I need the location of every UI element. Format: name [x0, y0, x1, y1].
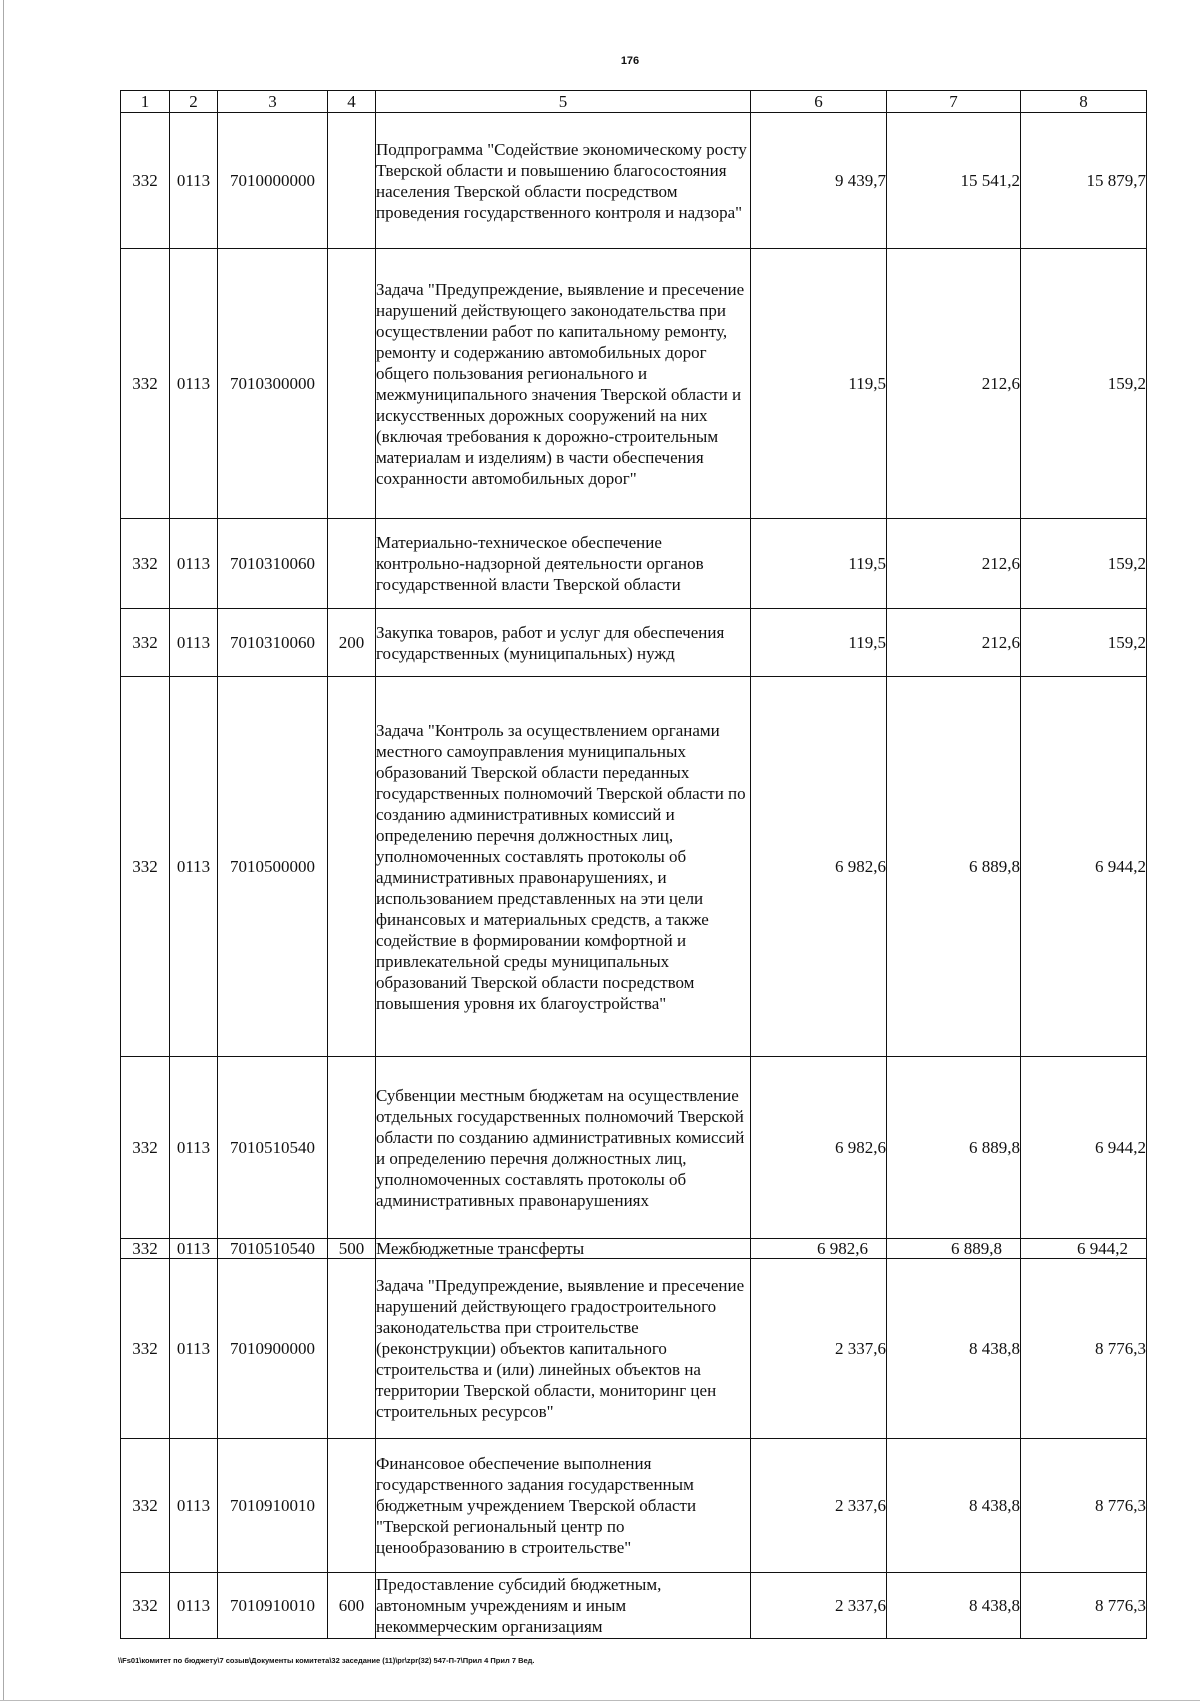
cell-section-code: 0113	[170, 519, 218, 609]
cell-target-article: 7010510540	[218, 1239, 328, 1259]
cell-description: Задача "Контроль за осуществлением органами местного самоуправления муниципальных образований Тверской области переданных государственных полномочий Тверской области по созданию административных комиссий и определению перечня должностных лиц, уполномоченных составлять протоколы об административных правонарушениях, и использованием представленных на эти цели финансовых и материальных средств, а также содействие в формировании комфортной и привлекательной среды муниципальных образований Тверской области посредством повышения уровня их благоустройства"	[376, 677, 751, 1057]
cell-expense-type	[328, 1259, 376, 1439]
cell-ministry-code: 332	[121, 677, 170, 1057]
cell-value-col7: 6 889,8	[887, 677, 1021, 1057]
cell-value-col6: 9 439,7	[751, 113, 887, 249]
cell-description: Межбюджетные трансферты	[376, 1239, 751, 1259]
cell-target-article: 7010910010	[218, 1439, 328, 1573]
header-col-3: 3	[218, 91, 328, 113]
cell-value-col7: 212,6	[887, 249, 1021, 519]
cell-expense-type	[328, 519, 376, 609]
cell-ministry-code: 332	[121, 1439, 170, 1573]
table-row	[121, 1057, 1147, 1239]
table-row	[121, 1239, 1147, 1259]
cell-expense-type	[328, 1057, 376, 1239]
cell-ministry-code: 332	[121, 519, 170, 609]
cell-expense-type	[328, 113, 376, 249]
cell-ministry-code: 332	[121, 249, 170, 519]
header-col-5: 5	[376, 91, 751, 113]
cell-expense-type: 200	[328, 609, 376, 677]
cell-value-col6: 6 982,6	[751, 1239, 887, 1259]
cell-value-col6: 6 982,6	[751, 677, 887, 1057]
cell-value-col7: 6 889,8	[887, 1239, 1021, 1259]
cell-ministry-code: 332	[121, 1259, 170, 1439]
cell-section-code: 0113	[170, 609, 218, 677]
cell-description: Задача "Предупреждение, выявление и пресечение нарушений действующего законодательства при осуществлении работ по капитальному ремонту, ремонту и содержанию автомобильных дорог общего пользования регионального и межмуниципального значения Тверской области и искусственных дорожных сооружений на них (включая требования к дорожно-строительным материалам и изделиям) в части обеспечения сохранности автомобильных дорог"	[376, 249, 751, 519]
table-row	[121, 1439, 1147, 1573]
cell-target-article: 7010900000	[218, 1259, 328, 1439]
cell-value-col8: 15 879,7	[1021, 113, 1147, 249]
cell-description: Субвенции местным бюджетам на осуществление отдельных государственных полномочий Тверской области по созданию административных комиссий и определению перечня должностных лиц, уполномоченных составлять протоколы об административных правонарушениях	[376, 1057, 751, 1239]
cell-value-col7: 8 438,8	[887, 1259, 1021, 1439]
cell-ministry-code: 332	[121, 1573, 170, 1639]
cell-ministry-code: 332	[121, 113, 170, 249]
cell-section-code: 0113	[170, 113, 218, 249]
header-col-1: 1	[121, 91, 170, 113]
cell-expense-type: 500	[328, 1239, 376, 1259]
cell-value-col8: 159,2	[1021, 519, 1147, 609]
cell-description: Подпрограмма "Содействие экономическому росту Тверской области и повышению благосостояния населения Тверской области посредством проведения государственного контроля и надзора"	[376, 113, 751, 249]
cell-section-code: 0113	[170, 1057, 218, 1239]
cell-target-article: 7010310060	[218, 609, 328, 677]
budget-table	[120, 90, 1147, 1639]
cell-value-col6: 2 337,6	[751, 1259, 887, 1439]
cell-value-col6: 6 982,6	[751, 1057, 887, 1239]
cell-section-code: 0113	[170, 1259, 218, 1439]
table-row	[121, 519, 1147, 609]
header-col-4: 4	[328, 91, 376, 113]
header-row	[121, 91, 1147, 113]
cell-ministry-code: 332	[121, 1057, 170, 1239]
cell-expense-type	[328, 677, 376, 1057]
cell-value-col7: 8 438,8	[887, 1573, 1021, 1639]
cell-expense-type	[328, 249, 376, 519]
header-col-8: 8	[1021, 91, 1147, 113]
cell-value-col8: 8 776,3	[1021, 1259, 1147, 1439]
cell-description: Задача "Предупреждение, выявление и пресечение нарушений действующего градостроительного законодательства при строительстве (реконструкции) объектов капитального строительства и (или) линейных объектов на территории Тверской области, мониторинг цен строительных ресурсов"	[376, 1259, 751, 1439]
header-col-7: 7	[887, 91, 1021, 113]
cell-value-col6: 119,5	[751, 249, 887, 519]
cell-ministry-code: 332	[121, 1239, 170, 1259]
header-col-6: 6	[751, 91, 887, 113]
cell-value-col8: 6 944,2	[1021, 677, 1147, 1057]
cell-target-article: 7010300000	[218, 249, 328, 519]
cell-description: Финансовое обеспечение выполнения государственного задания государственным бюджетным учреждением Тверской области "Тверской региональный центр по ценообразованию в строительстве"	[376, 1439, 751, 1573]
cell-value-col7: 212,6	[887, 519, 1021, 609]
table-row	[121, 677, 1147, 1057]
cell-expense-type	[328, 1439, 376, 1573]
cell-value-col8: 6 944,2	[1021, 1239, 1147, 1259]
cell-description: Закупка товаров, работ и услуг для обеспечения государственных (муниципальных) нужд	[376, 609, 751, 677]
cell-section-code: 0113	[170, 1439, 218, 1573]
cell-value-col6: 119,5	[751, 519, 887, 609]
cell-description: Материально-техническое обеспечение контрольно-надзорной деятельности органов государственной власти Тверской области	[376, 519, 751, 609]
cell-expense-type: 600	[328, 1573, 376, 1639]
cell-section-code: 0113	[170, 677, 218, 1057]
table-row	[121, 1259, 1147, 1439]
cell-value-col8: 8 776,3	[1021, 1573, 1147, 1639]
cell-description: Предоставление субсидий бюджетным, автономным учреждениям и иным некоммерческим организациям	[376, 1573, 751, 1639]
cell-value-col7: 15 541,2	[887, 113, 1021, 249]
cell-value-col8: 159,2	[1021, 249, 1147, 519]
scan-edge-line	[3, 0, 4, 1701]
cell-target-article: 7010500000	[218, 677, 328, 1057]
header-col-2: 2	[170, 91, 218, 113]
cell-value-col7: 8 438,8	[887, 1439, 1021, 1573]
table-row	[121, 249, 1147, 519]
cell-value-col6: 2 337,6	[751, 1573, 887, 1639]
cell-target-article: 7010000000	[218, 113, 328, 249]
table-row	[121, 113, 1147, 249]
cell-section-code: 0113	[170, 1239, 218, 1259]
cell-section-code: 0113	[170, 249, 218, 519]
cell-section-code: 0113	[170, 1573, 218, 1639]
cell-value-col8: 6 944,2	[1021, 1057, 1147, 1239]
table-row	[121, 1573, 1147, 1639]
cell-target-article: 7010310060	[218, 519, 328, 609]
cell-target-article: 7010910010	[218, 1573, 328, 1639]
cell-ministry-code: 332	[121, 609, 170, 677]
cell-value-col8: 8 776,3	[1021, 1439, 1147, 1573]
cell-value-col6: 2 337,6	[751, 1439, 887, 1573]
cell-value-col6: 119,5	[751, 609, 887, 677]
cell-value-col7: 212,6	[887, 609, 1021, 677]
table-row	[121, 609, 1147, 677]
cell-value-col7: 6 889,8	[887, 1057, 1021, 1239]
page-number: 176	[620, 55, 640, 67]
footer-file-path: \\Fs01\комитет по бюджету\7 созыв\Документы комитета\32 заседание (11)\pr\zpr(32) 547-П-7\Прил 4 Прил 7 Вед.	[118, 1656, 535, 1665]
cell-value-col8: 159,2	[1021, 609, 1147, 677]
cell-target-article: 7010510540	[218, 1057, 328, 1239]
